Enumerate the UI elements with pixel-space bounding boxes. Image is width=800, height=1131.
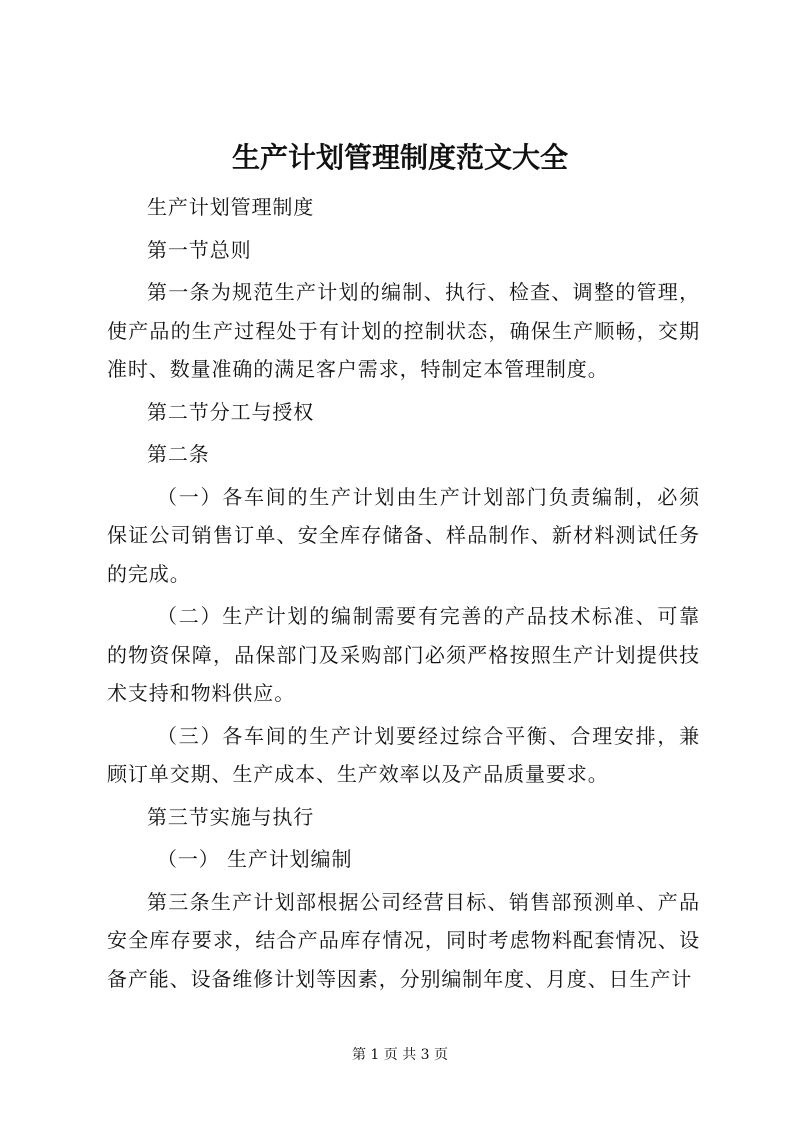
- document-title: 生产计划管理制度范文大全: [231, 141, 568, 174]
- article-1: 第一条为规范生产计划的编制、执行、检查、调整的管理，使产品的生产过程处于有计划的控制状态，确保生产顺畅，交期准时、数量准确的满足客户需求，特制定本管理制度。: [107, 280, 700, 381]
- document-body: [107, 188, 700, 1002]
- article-2-item-2: （二）生产计划的编制需要有完善的产品技术标准、可靠的物资保障，品保部门及采购部门必须严格按照生产计划提供技术支持和物料供应。: [107, 604, 700, 705]
- article-2-heading: 第二条: [147, 442, 210, 466]
- section-heading-3: 第三节实施与执行: [147, 804, 315, 829]
- article-2-item-3: （三）各车间的生产计划要经过综合平衡、合理安排，兼顾订单交期、生产成本、生产效率以及产品质量要求。: [107, 723, 700, 786]
- subsection-heading: （一） 生产计划编制: [157, 847, 353, 871]
- section-heading-1: 第一节总则: [147, 237, 252, 262]
- page-footer: 第 1 页 共 3 页: [351, 1047, 449, 1063]
- article-3: 第三条生产计划部根据公司经营目标、销售部预测单、产品安全库存要求，结合产品库存情况，同时考虑物料配套情况、设备产能、设备维修计划等因素，分别编制年度、月度、日生产计: [107, 889, 700, 991]
- article-2-item-1: （一）各车间的生产计划由生产计划部门负责编制，必须保证公司销售订单、安全库存储备、样品制作、新材料测试任务的完成。: [107, 484, 700, 586]
- paragraph-heading: 生产计划管理制度: [147, 195, 315, 219]
- section-heading-2: 第二节分工与授权: [147, 399, 315, 424]
